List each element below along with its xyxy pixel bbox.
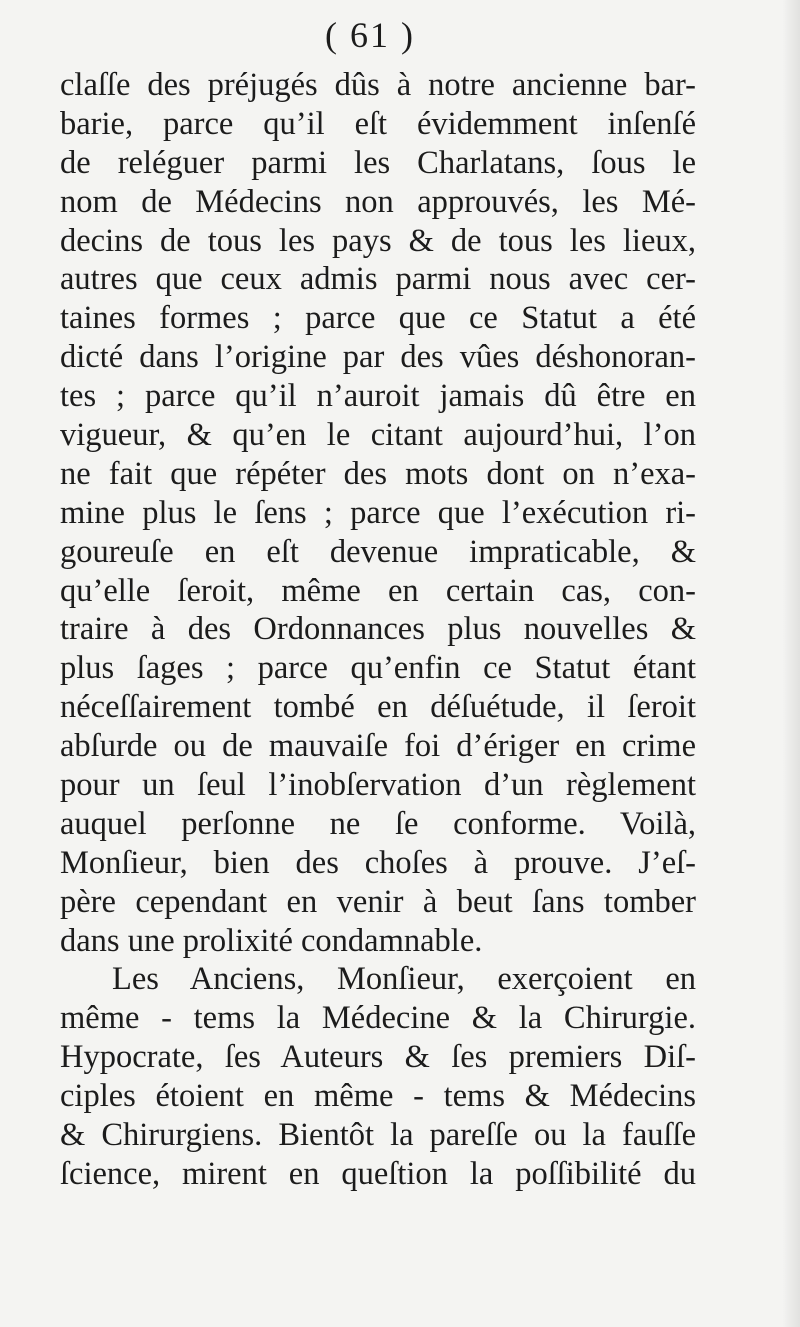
text-line: barie, parce qu’il eſt évidemment inſenſé: [60, 105, 696, 142]
page-edge-shadow: [782, 0, 800, 1327]
text-line: néceſſairement tombé en déſuétude, il ſeroit: [60, 689, 696, 726]
body-text: [60, 66, 696, 1194]
text-line: ciples étoient en même - tems & Médecins: [60, 1078, 696, 1115]
text-line: ne fait que répéter des mots dont on n’exa-: [60, 455, 696, 492]
text-line: même - tems la Médecine & la Chirurgie.: [60, 1000, 696, 1037]
text-line: dicté dans l’origine par des vûes déshonoran-: [60, 339, 696, 376]
text-line: pour un ſeul l’inobſervation d’un règlement: [60, 767, 696, 804]
text-line: mine plus le ſens ; parce que l’exécution ri-: [60, 494, 696, 531]
text-line: Hypocrate, ſes Auteurs & ſes premiers Diſ-: [60, 1039, 696, 1076]
text-line: qu’elle ſeroit, même en certain cas, con-: [60, 572, 696, 609]
text-line: decins de tous les pays & de tous les lieux,: [60, 222, 696, 259]
text-line: plus ſages ; parce qu’enfin ce Statut étant: [60, 650, 696, 687]
text-line: goureuſe en eſt devenue impraticable, &: [60, 533, 696, 570]
text-line: de reléguer parmi les Charlatans, ſous le: [60, 144, 696, 181]
text-line: dans une prolixité condamnable.: [60, 922, 483, 959]
text-line: Monſieur, bien des choſes à prouve. J’eſ-: [60, 844, 696, 881]
text-line: claſſe des préjugés dûs à notre ancienne bar-: [60, 67, 696, 103]
text-line: nom de Médecins non approuvés, les Mé-: [60, 183, 696, 220]
text-line: auquel perſonne ne ſe conforme. Voilà,: [60, 805, 696, 842]
text-line: ſcience, mirent en queſtion la poſſibilité du: [60, 1155, 696, 1192]
text-line: Les Anciens, Monſieur, exerçoient en: [112, 961, 696, 998]
text-line: tes ; parce qu’il n’auroit jamais dû être en: [60, 378, 696, 415]
text-line: père cependant en venir à beut ſans tomber: [60, 883, 696, 920]
page-number: ( 61 ): [325, 15, 415, 55]
text-line: & Chirurgiens. Bientôt la pareſſe ou la fauſſe: [60, 1117, 696, 1154]
text-line: taines formes ; parce que ce Statut a été: [60, 300, 696, 337]
text-line: autres que ceux admis parmi nous avec cer-: [60, 261, 696, 298]
text-line: vigueur, & qu’en le citant aujourd’hui, l’on: [60, 417, 696, 454]
text-line: abſurde ou de mauvaiſe foi d’ériger en crime: [60, 728, 696, 765]
text-line: traire à des Ordonnances plus nouvelles &: [60, 611, 696, 648]
